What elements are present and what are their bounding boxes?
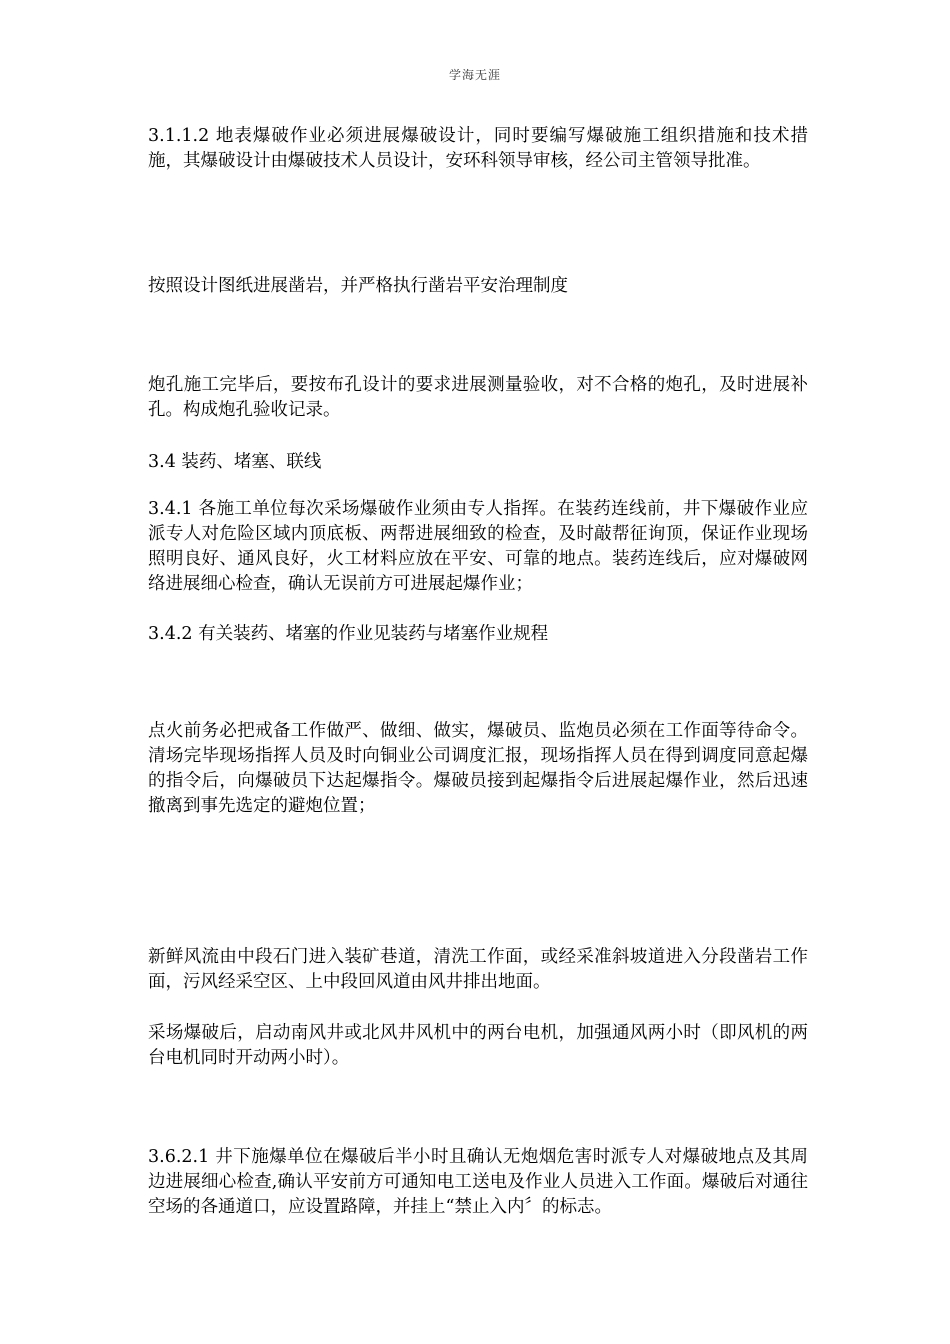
paragraph-ventilation-route: 新鲜风流由中段石门进入装矿巷道，清洗工作面，或经采准斜坡道进入分段凿岩工作面，污风经采空区、上中段回风道由风井排出地面。: [148, 947, 808, 992]
paragraph-3-4-2: 3.4.2 有关装药、堵塞的作业见装药与堵塞作业规程: [148, 624, 549, 644]
page-header: 学海无涯: [448, 68, 501, 82]
paragraph-drilling: 按照设计图纸进展凿岩，并严格执行凿岩平安治理制度: [148, 276, 568, 296]
paragraph-3-4-1: 3.4.1 各施工单位每次采场爆破作业须由专人指挥。在装药连线前，井下爆破作业应派专人对危险区域内顶底板、两帮进展细致的检查，及时敲帮征询顶，保证作业现场照明良好、通风良好，火工材料应放在平安、可靠的地点。装药连线后，应对爆破网络进展细心检查，确认无误前方可进展起爆作业；: [148, 499, 808, 594]
paragraph-3-1-1-2: 3.1.1.2 地表爆破作业必须进展爆破设计，同时要编写爆破施工组织措施和技术措施，其爆破设计由爆破技术人员设计，安环科领导审核，经公司主管领导批准。: [148, 126, 808, 171]
paragraph-fans: 采场爆破后，启动南风井或北风井风机中的两台电机，加强通风两小时（即风机的两台电机同时开动两小时）。: [148, 1023, 808, 1068]
paragraph-3-6-2-1: 3.6.2.1 井下施爆单位在爆破后半小时且确认无炮烟危害时派专人对爆破地点及其周边进展细心检查,确认平安前方可通知电工送电及作业人员进入工作面。爆破后对通往空场的各通道口，应设置路障，并挂上“禁止入内〞的标志。: [148, 1147, 808, 1217]
heading-3-4: 3.4 装药、堵塞、联线: [148, 452, 322, 472]
paragraph-hole-acceptance: 炮孔施工完毕后，要按布孔设计的要求进展测量验收，对不合格的炮孔，及时进展补孔。构成炮孔验收记录。: [148, 375, 808, 420]
paragraph-ignition: 点火前务必把戒备工作做严、做细、做实，爆破员、监炮员必须在工作面等待命令。清场完毕现场指挥人员及时向铜业公司调度汇报，现场指挥人员在得到调度同意起爆的指令后，向爆破员下达起爆指令。爆破员接到起爆指令后进展起爆作业，然后迅速撤离到事先选定的避炮位置；: [148, 721, 808, 816]
